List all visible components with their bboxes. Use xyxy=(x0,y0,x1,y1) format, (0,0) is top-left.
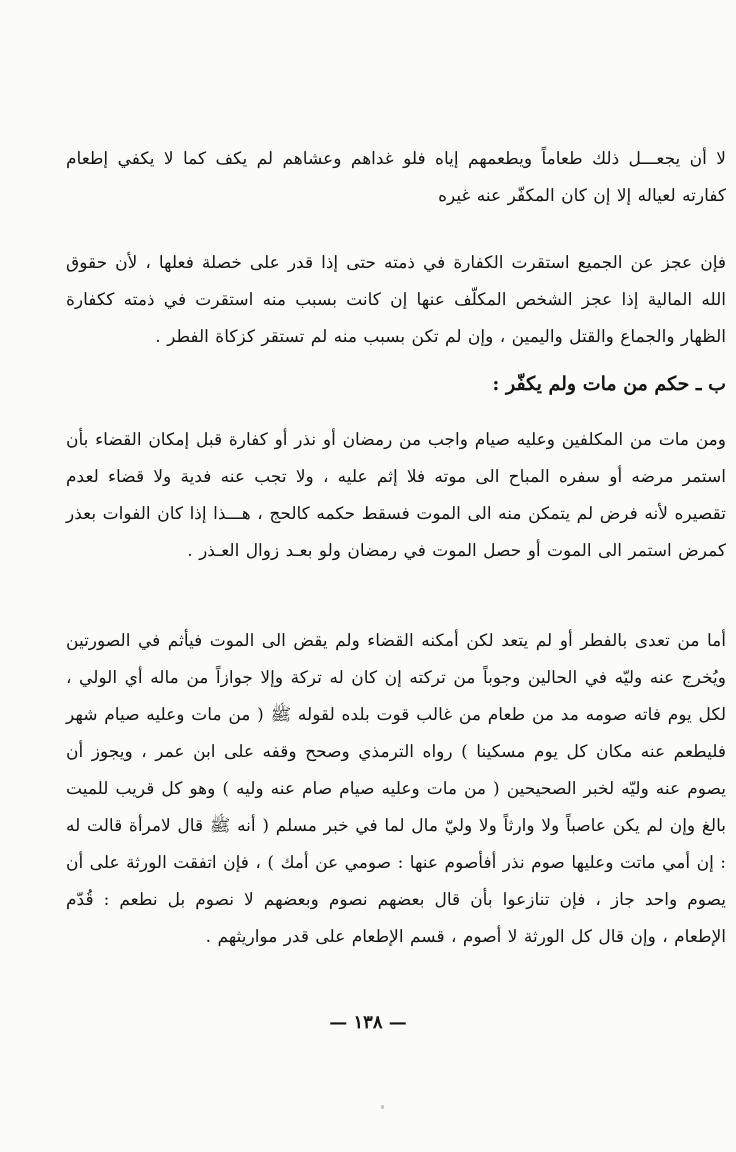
page-number: — ١٣٨ — xyxy=(329,1012,407,1033)
body-paragraph-1: لا أن يجعـــل ذلك طعاماً ويطعمهم إياه فلو غداهم وعشاهم لم يكف كما لا يكفي إطعام كفارته لعياله إلا إن كان المكفّر عنه غيره xyxy=(66,149,726,206)
body-paragraph-4: أما من تعدى بالفطر أو لم يتعد لكن أمكنه القضاء ولم يقض الى الموت فيأثم في الصورتين ويُخرج عنه وليّه في الحالين وجوباً من تركته إن كان له تركة وإلا جوازاً من ماله أي الولي ، لكل يوم فاته صومه مد من طعام من غالب قوت بلده لقوله ﷺ ( من مات وعليه صيام شهر فليطعم عنه مكان كل يوم مسكينا ) رواه الترمذي وصحح وقفه على ابن عمر ، ويجوز أن يصوم عنه وليّه لخبر الصحيحين ( من مات وعليه صيام صام عنه وليه ) وهو كل قريب للميت بالغ وإن لم يكن عاصباً ولا وارثاً ولا وليّ مال لما في خبر مسلم ( أنه ﷺ قال لامرأة قالت له : إن أمي ماتت وعليها صوم نذر أفأصوم عنها : صومي عن أمك ) ، فإن اتفقت الورثة على أن يصوم واحد جاز ، فإن تنازعوا بأن قال بعضهم نصوم وبعضهم لا نصوم بل نطعم : قُدّم الإطعام ، وإن قال كل الورثة لا أصوم ، قسم الإطعام على قدر مواريثهم . xyxy=(66,631,726,947)
body-paragraph-3: ومن مات من المكلفين وعليه صيام واجب من رمضان أو نذر أو كفارة قبل إمكان القضاء بأن استمر مرضه أو سفره المباح الى موته فلا إثم عليه ، ولا تجب عنه فدية ولا قضاء لعدم تقصيره لأنه فرض لم يتمكن منه الى الموت فسقط حكمه كالحج ، هـــذا إذا كان الفوات بعذر كمرض استمر الى الموت أو حصل الموت في رمضان ولو بعـد زوال العـذر . xyxy=(66,430,726,561)
section-heading: ب ـ حكم من مات ولم يكفّر : xyxy=(492,372,726,395)
body-paragraph-2: فإن عجز عن الجميع استقرت الكفارة في ذمته حتى إذا قدر على خصلة فعلها ، لأن حقوق الله المالية إذا عجز الشخص المكلّف عنها إن كانت بسبب منه استقرت في ذمته ككفارة الظهار والجماع والقتل واليمين ، وإن لم تكن بسبب منه لم تستقر كزكاة الفطر . xyxy=(66,253,726,347)
scan-mark xyxy=(381,1105,384,1109)
